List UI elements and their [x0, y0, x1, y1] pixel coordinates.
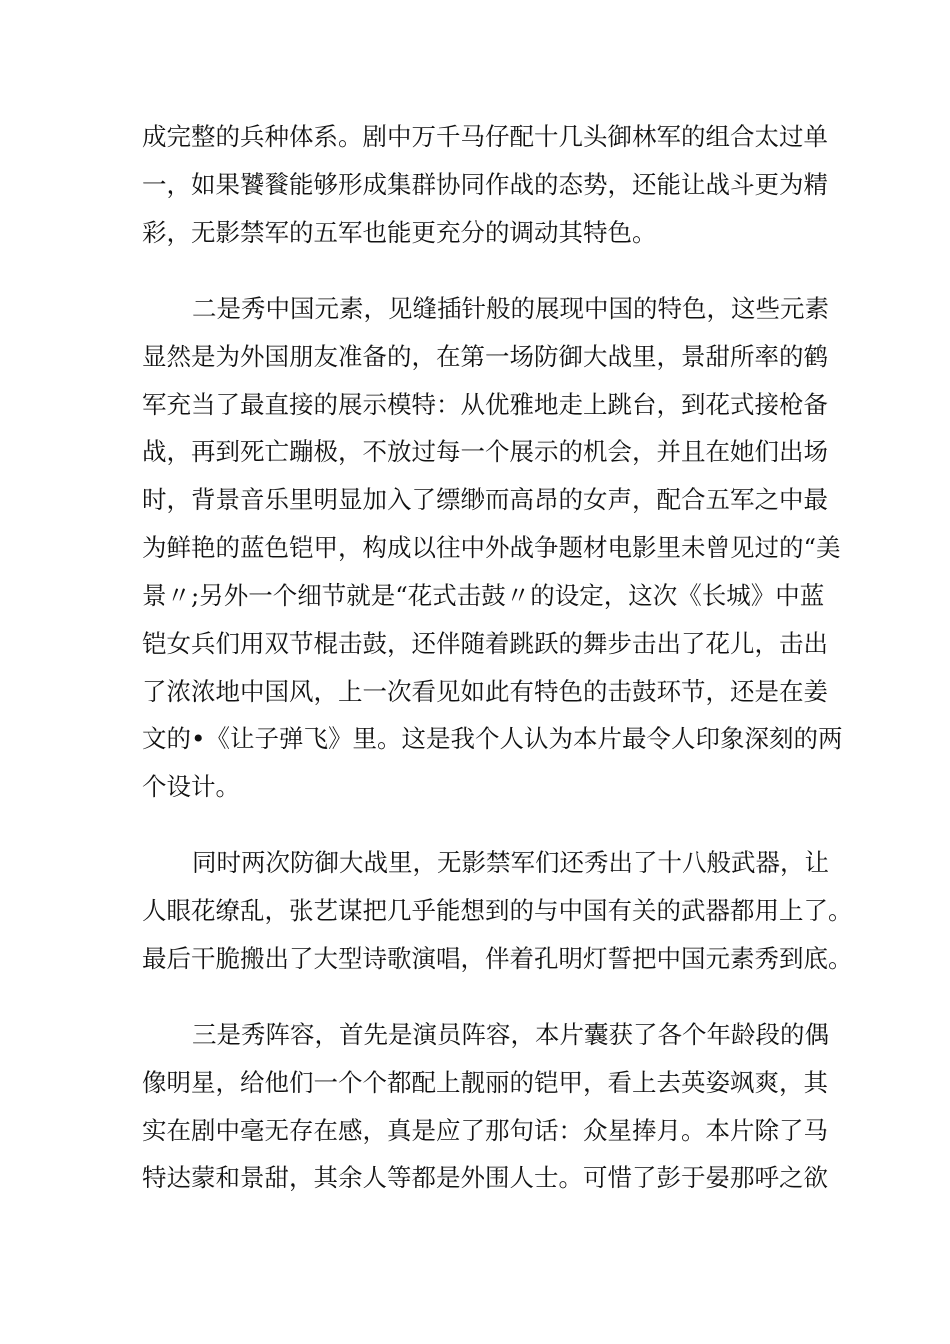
text-line: 二是秀中国元素，见缝插针般的展现中国的特色，这些元素: [192, 294, 829, 323]
text-line: 为鲜艳的蓝色铠甲，构成以往中外战争题材电影里未曾见过的“美: [142, 533, 841, 562]
text-line: 实在剧中毫无存在感，真是应了那句话：众星捧月。本片除了马: [142, 1116, 828, 1145]
text-line: 成完整的兵种体系。剧中万千马仔配十几头御林军的组合太过单: [142, 122, 828, 151]
text-line: 人眼花缭乱，张艺谋把几乎能想到的与中国有关的武器都用上了。: [142, 896, 853, 925]
text-line: 一，如果饕餮能够形成集群协同作战的态势，还能让战斗更为精: [142, 170, 828, 199]
text-line: 同时两次防御大战里，无影禁军们还秀出了十八般武器，让: [192, 848, 829, 877]
text-line: 铠女兵们用双节棍击鼓，还伴随着跳跃的舞步击出了花儿，击出: [142, 629, 828, 658]
text-line: 军充当了最直接的展示模特：从优雅地走上跳台，到花式接枪备: [142, 390, 828, 419]
text-line: 景〃;另外一个细节就是“花式击鼓〃的设定，这次《长城》中蓝: [142, 581, 825, 610]
text-line: 像明星，给他们一个个都配上靓丽的铠甲，看上去英姿飒爽，其: [142, 1068, 828, 1097]
text-line: 最后干脆搬出了大型诗歌演唱，伴着孔明灯誓把中国元素秀到底。: [142, 944, 853, 973]
text-line: 彩，无影禁军的五军也能更充分的调动其特色。: [142, 218, 657, 247]
text-line: 文的•《让子弹飞》里。这是我个人认为本片最令人印象深刻的两: [142, 724, 843, 753]
text-line: 显然是为外国朋友准备的，在第一场防御大战里，景甜所率的鹤: [142, 342, 828, 371]
text-line: 个设计。: [142, 772, 240, 801]
text-line: 时，背景音乐里明显加入了缥缈而高昂的女声，配合五军之中最: [142, 485, 828, 514]
text-line: 三是秀阵容，首先是演员阵容，本片囊获了各个年龄段的偶: [192, 1020, 829, 1049]
text-line: 了浓浓地中国风，上一次看见如此有特色的击鼓环节，还是在姜: [142, 677, 828, 706]
text-line: 战，再到死亡蹦极，不放过每一个展示的机会，并且在她们出场: [142, 437, 828, 466]
text-line: 特达蒙和景甜，其余人等都是外围人士。可惜了彭于晏那呼之欲: [142, 1163, 828, 1192]
